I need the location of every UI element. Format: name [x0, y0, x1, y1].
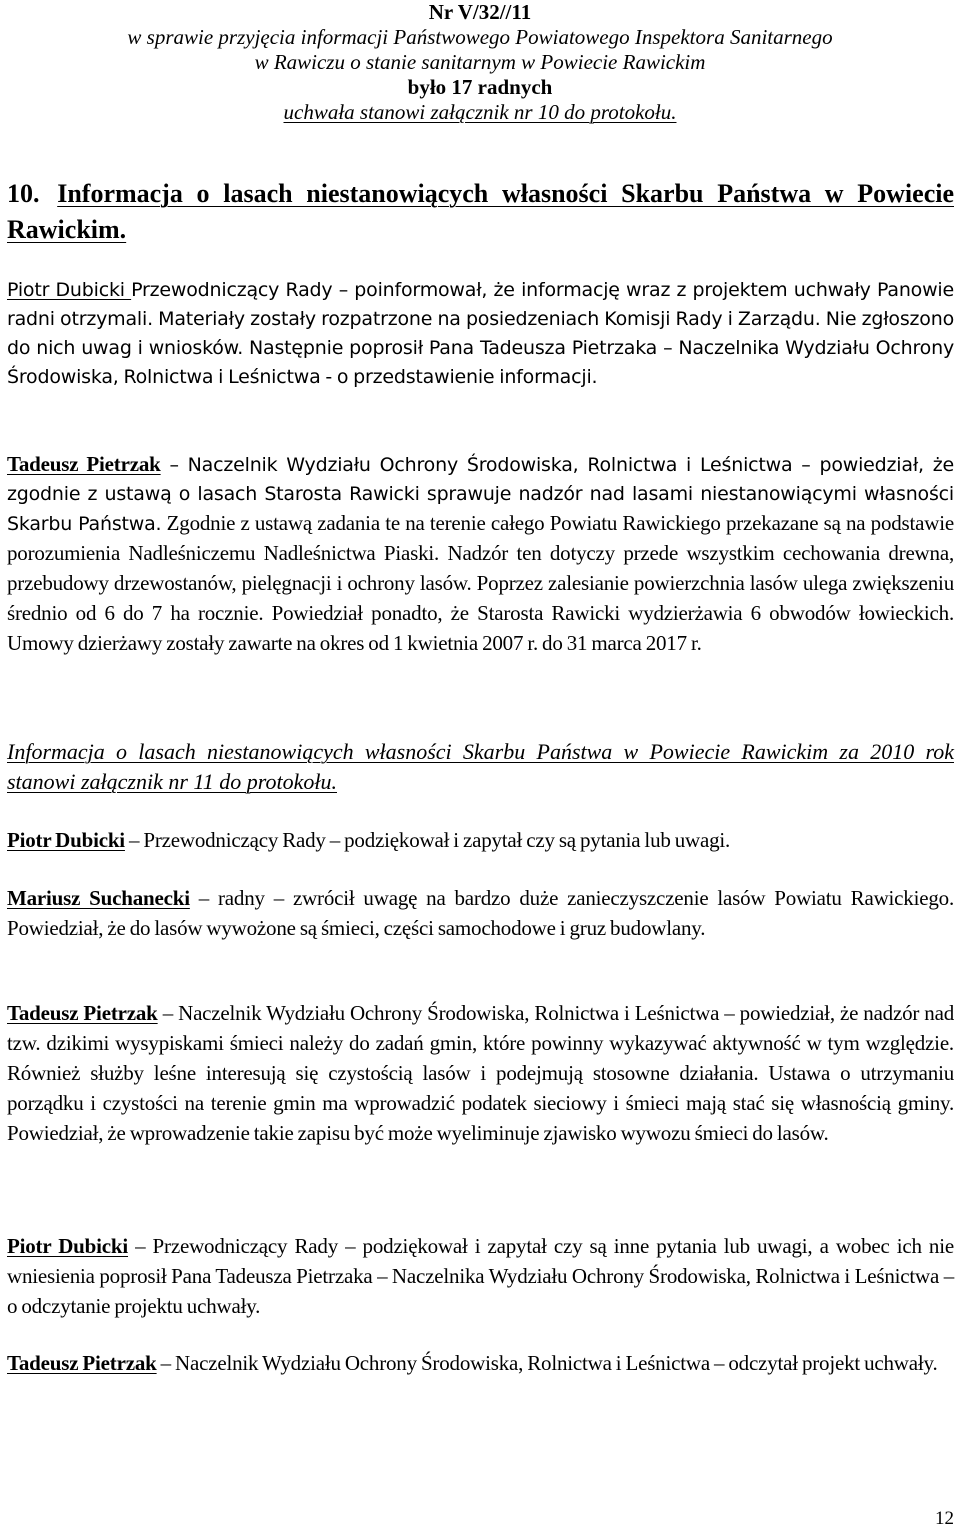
paragraph-text: Przewodniczący Rady – poinformował, że informację wraz z projektem uchwały Panowie radni otrzymali. Materiały zostały rozpatrzone na posiedzeniach Komisji Rady i Zarządu. Nie zgłoszono do nich uwag i wniosków. Następnie poprosił Pana Tadeusza Pietrzaka – Naczelnika Wydziału Ochrony Środowiska, Rolnictwa i Leśnictwa - o przedstawienie informacji.	[7, 279, 954, 388]
resolution-header	[0, 0, 960, 125]
attachment-note: uchwała stanowi załącznik nr 10 do protokołu.	[283, 100, 677, 124]
paragraph-text: – Przewodniczący Rady – podziękował i zapytał czy są pytania lub uwagi.	[124, 828, 731, 852]
section-title: Informacja o lasach niestanowiących własności Skarbu Państwa w Powiecie Rawickim.	[7, 179, 954, 244]
paragraph-text-continued: Zgodnie z ustawą zadania te na terenie całego Powiatu Rawickiego przekazane są na podstawie porozumienia Nadleśniczemu Nadleśnictwa Piaski. Nadzór ten dotyczy przede wszystkim cechowania drewna, przebudowy drzewostanów, pielęgnacji i ochrony lasów. Poprzez zalesianie powierzchnia lasów ulega zwiększeniu średnio od 6 do 7 ha rocznie. Powiedział ponadto, że Starosta Rawicki wydzierżawia 6 obwodów łowieckich. Umowy dzierżawy zostały zawarte na okres od 1 kwietnia 2007 r. do 31 marca 2017 r.	[7, 511, 954, 655]
paragraph-pietrzak-landfills	[7, 999, 954, 1149]
resolution-subject-line-1: w sprawie przyjęcia informacji Państwowego Powiatowego Inspektora Sanitarnego	[127, 25, 833, 49]
paragraph-pietrzak-reading	[7, 1349, 954, 1379]
paragraph-text: – Przewodniczący Rady – podziękował i zapytał czy są inne pytania lub uwagi, a wobec ich nie wniesienia poprosił Pana Tadeusza Pietrzaka – Naczelnika Wydziału Ochrony Środowiska, Rolnictwa i Leśnictwa – o odczytanie projektu uchwały.	[7, 1234, 954, 1318]
speaker-name: Tadeusz Pietrzak	[7, 452, 161, 476]
resolution-number: Nr V/32//11	[428, 0, 532, 24]
resolution-subject-line-2: w Rawiczu o stanie sanitarnym w Powiecie Rawickim	[254, 50, 706, 74]
paragraph-dubicki-thanks	[7, 826, 954, 856]
paragraph-suchanecki	[7, 884, 954, 944]
speaker-name: Tadeusz Pietrzak	[7, 1351, 157, 1375]
attendance-count: było 17 radnych	[407, 75, 553, 99]
speaker-name: Piotr Dubicki	[7, 1234, 129, 1258]
paragraph-text: – Naczelnik Wydziału Ochrony Środowiska, Rolnictwa i Leśnictwa – powiedział, że nadzór nad tzw. dzikimi wysypiskami śmieci należy do zadań gmin, które powinny wykazywać aktywność w tym względzie. Również służby leśne interesują się czystością lasów i podejmują stosowne działania. Ustawa o utrzymaniu porządku i czystości na terenie gmin ma wprowadzić podatek sieciowy i śmieci mają stać się własnością gminy. Powiedział, że wprowadzenie takie zapisu być może wyeliminuje zjawisko wywozu śmieci do lasów.	[7, 1001, 954, 1145]
speaker-name: Piotr Dubicki	[7, 828, 125, 852]
page-number: 12	[935, 1508, 954, 1529]
paragraph-dubicki-intro	[7, 276, 954, 392]
attachment-note-11: Informacja o lasach niestanowiących własności Skarbu Państwa w Powiecie Rawickim za 2010 rok stanowi załącznik nr 11 do protokołu.	[7, 739, 954, 794]
paragraph-text: – radny – zwrócił uwagę na bardzo duże zanieczyszczenie lasów Powiatu Rawickiego. Powiedział, że do lasów wywożone są śmieci, części samochodowe i gruz budowlany.	[7, 886, 954, 940]
speaker-name: Mariusz Suchanecki	[7, 886, 190, 910]
speaker-name: Tadeusz Pietrzak	[7, 1001, 158, 1025]
speaker-name: Piotr Dubicki	[7, 279, 132, 301]
paragraph-dubicki-request	[7, 1232, 954, 1322]
paragraph-pietrzak-report	[7, 450, 954, 659]
paragraph-text: – Naczelnik Wydziału Ochrony Środowiska, Rolnictwa i Leśnictwa – powiedział, że zgodnie z ustawą o lasach Starosta Rawicki sprawuje nadzór nad lasami niestanowiącymi własności Skarbu Państwa.	[7, 454, 954, 535]
section-number: 10.	[7, 179, 40, 208]
paragraph-text: – Naczelnik Wydziału Ochrony Środowiska, Rolnictwa i Leśnictwa – odczytał projekt uchwały.	[156, 1351, 938, 1375]
section-heading	[7, 176, 954, 248]
